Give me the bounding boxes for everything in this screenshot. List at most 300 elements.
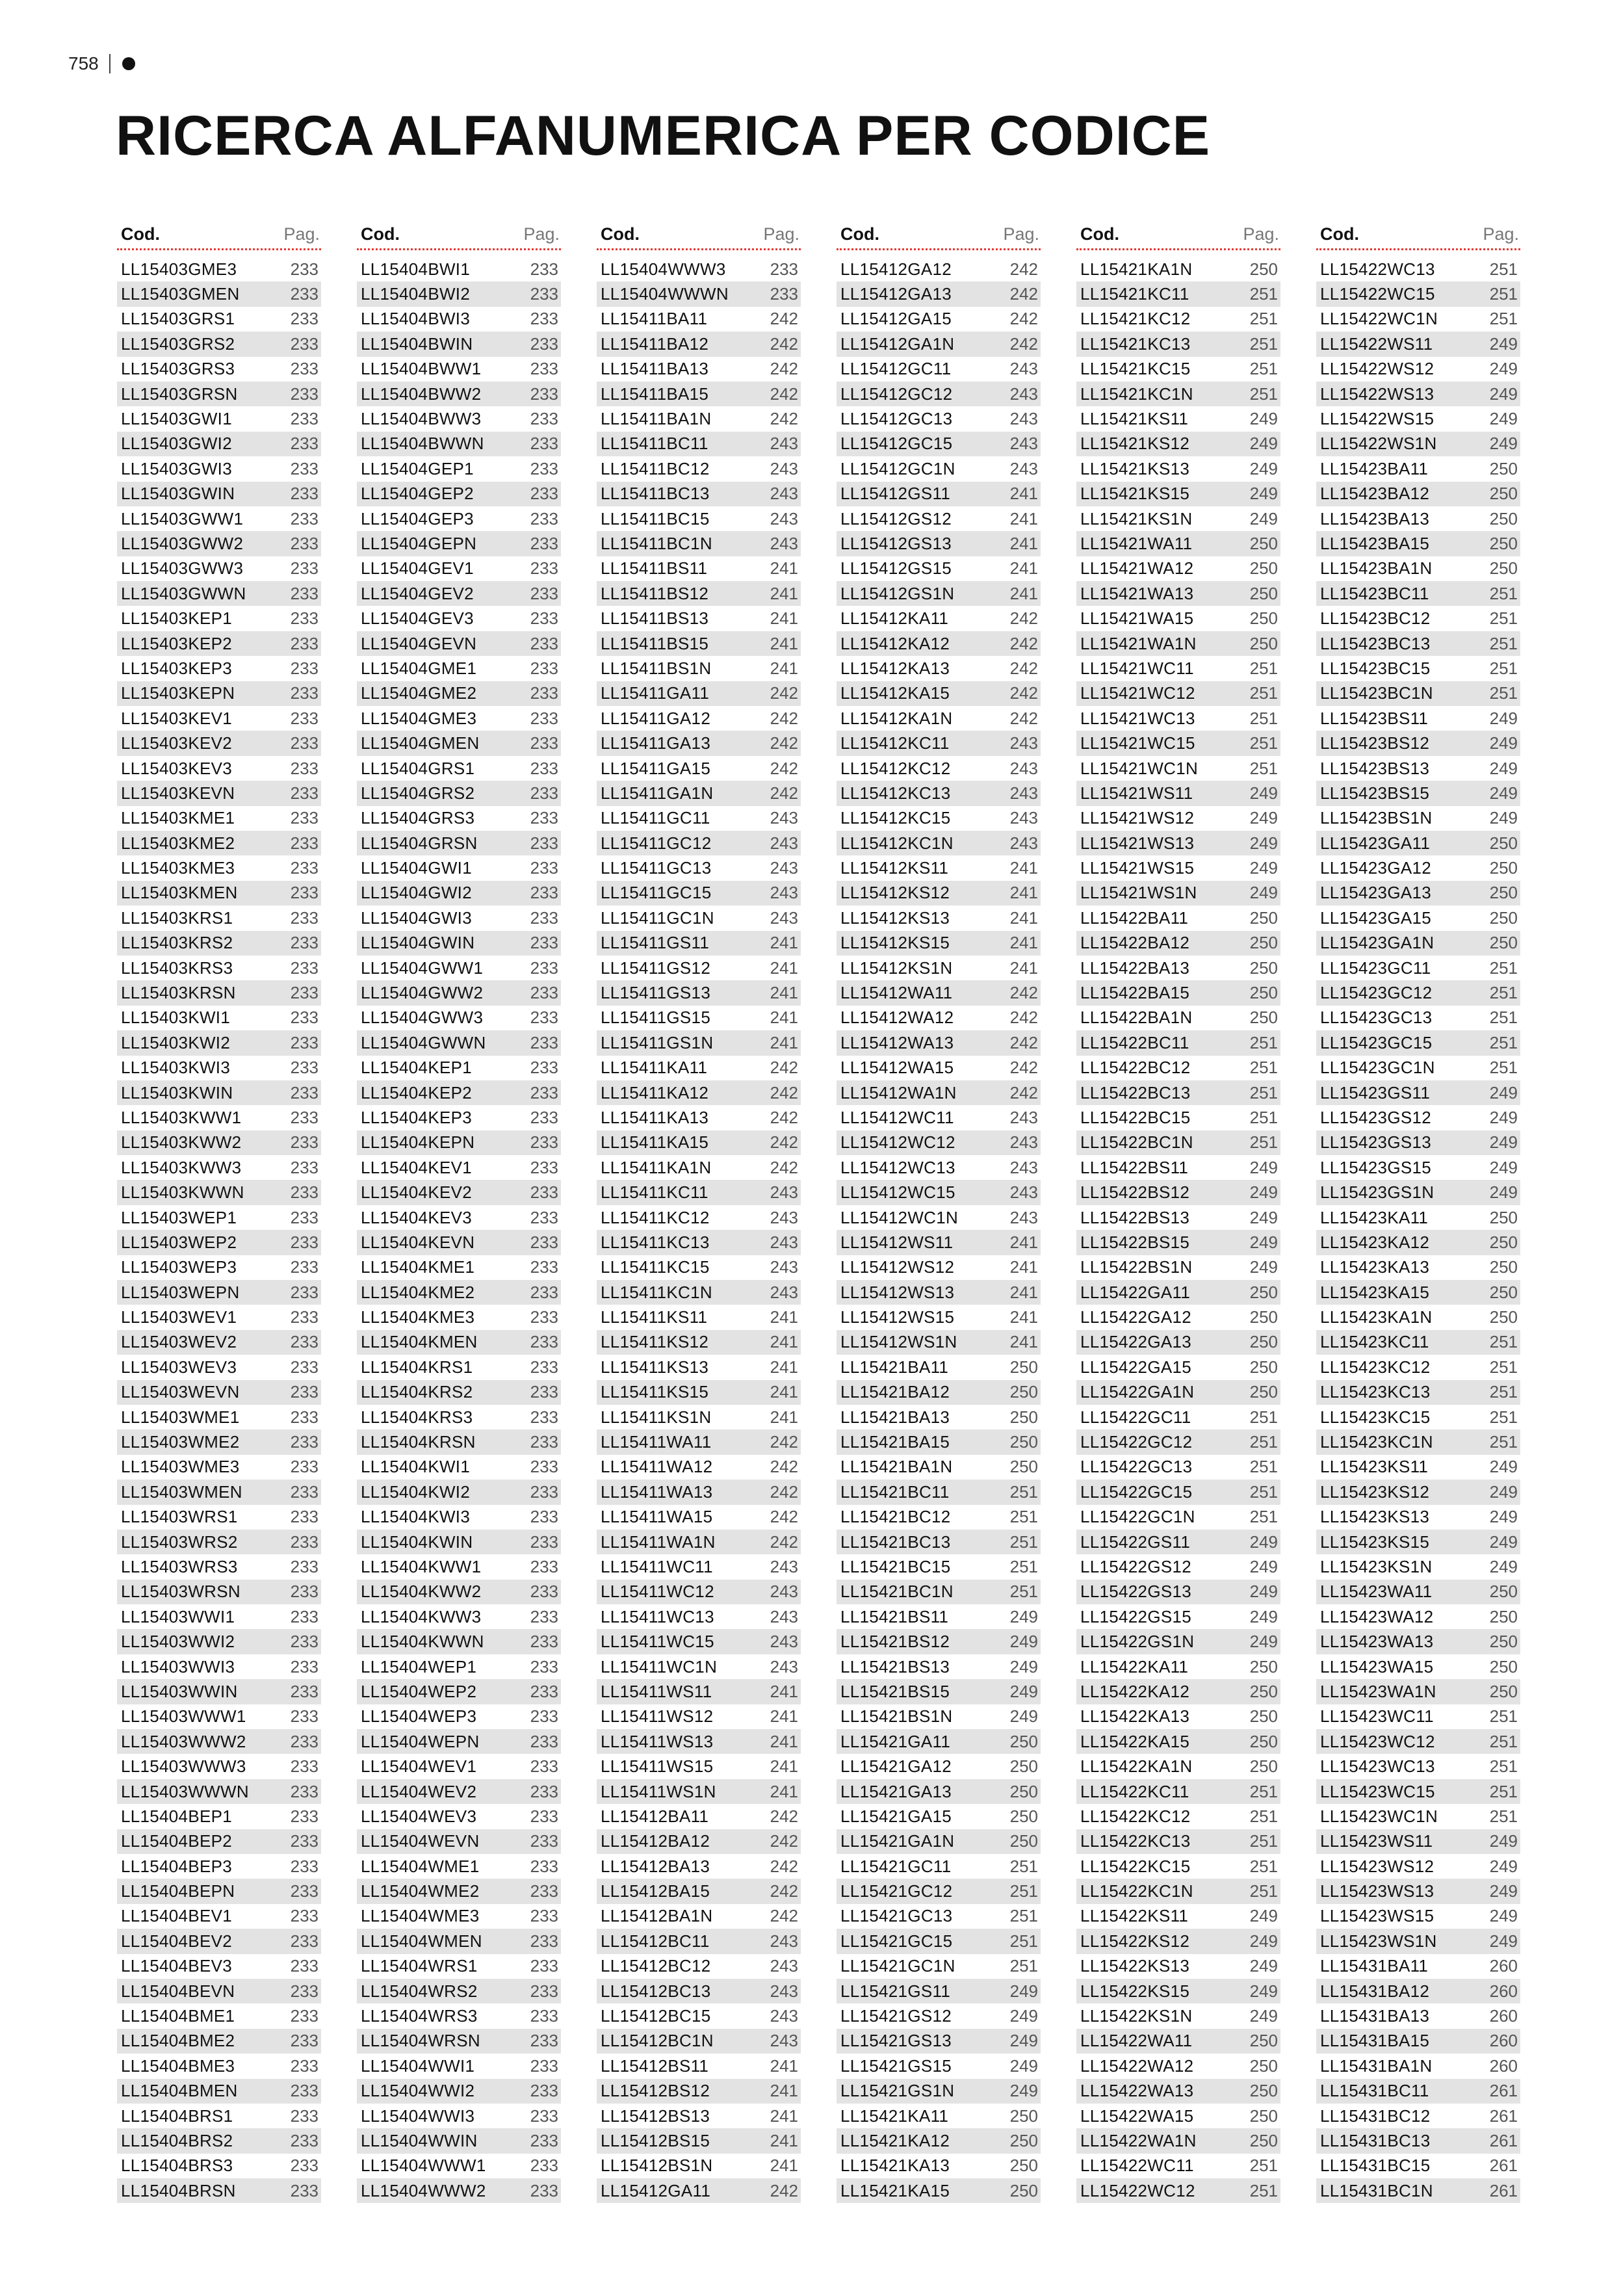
table-row (837, 1629, 1041, 1654)
table-row (1076, 1580, 1280, 1604)
table-row (357, 456, 561, 481)
product-code: LL15403KWIN (121, 1082, 233, 1102)
product-code: LL15422KS12 (1080, 1931, 1190, 1951)
page-reference: 249 (1489, 1931, 1518, 1951)
product-code: LL15412KS13 (840, 907, 950, 928)
page-reference: 241 (770, 2106, 798, 2126)
page-reference: 233 (530, 933, 558, 953)
table-row (1316, 881, 1520, 906)
table-row (597, 1429, 801, 1454)
page-reference: 242 (770, 708, 798, 728)
product-code: LL15422BA12 (1080, 933, 1190, 953)
table-row (357, 1230, 561, 1255)
page-reference: 233 (530, 2006, 558, 2026)
page-reference: 241 (770, 583, 798, 603)
product-code: LL15412GS12 (840, 508, 952, 528)
page-reference: 241 (770, 633, 798, 653)
product-code: LL15422GA13 (1080, 1332, 1192, 1352)
page-reference: 250 (1009, 1457, 1038, 1477)
product-code: LL15423BC12 (1320, 608, 1431, 629)
product-code: LL15404KWWN (361, 1632, 484, 1652)
product-code: LL15412GA11 (601, 2180, 711, 2200)
product-code: LL15411KC11 (601, 1182, 708, 1203)
page-reference: 251 (1249, 1132, 1278, 1153)
page-reference: 251 (1489, 983, 1518, 1003)
product-code: LL15403KEP1 (121, 608, 233, 629)
product-code: LL15404WEP3 (361, 1706, 477, 1727)
bullet-dot-icon (122, 57, 135, 70)
table-row (597, 1155, 801, 1180)
product-code: LL15423KA11 (1320, 1207, 1429, 1227)
table-row (1076, 631, 1280, 656)
product-code: LL15412GC12 (840, 384, 953, 404)
product-code: LL15431BA15 (1320, 2031, 1430, 2051)
table-row (357, 681, 561, 706)
product-code: LL15412WS1N (840, 1332, 957, 1352)
page-reference: 242 (770, 1881, 798, 1901)
product-code: LL15423BA15 (1320, 533, 1430, 553)
page-reference: 249 (1249, 1232, 1278, 1252)
page-reference: 233 (290, 508, 318, 528)
table-row (117, 482, 321, 506)
page-reference: 249 (1489, 733, 1518, 753)
product-code: LL15422GA12 (1080, 1307, 1192, 1327)
product-code: LL15411GC1N (601, 907, 714, 928)
page-reference: 233 (290, 608, 318, 629)
table-row (837, 531, 1041, 556)
page-reference: 242 (770, 333, 798, 354)
table-row (837, 1305, 1041, 1329)
page-reference: 250 (1249, 2106, 1278, 2126)
page-reference: 242 (770, 1157, 798, 1177)
page-reference: 243 (1009, 359, 1038, 379)
product-code: LL15423GS12 (1320, 1107, 1432, 1127)
table-row (837, 1530, 1041, 1554)
table-row (357, 1355, 561, 1379)
page-reference: 250 (1249, 1282, 1278, 1302)
table-row (1076, 1030, 1280, 1055)
page-reference: 243 (770, 883, 798, 903)
product-code: LL15403WEV2 (121, 1332, 237, 1352)
table-row (1316, 432, 1520, 456)
product-code: LL15404GME2 (361, 683, 477, 703)
product-code: LL15411WA12 (601, 1457, 713, 1477)
index-column (357, 224, 561, 2203)
table-row (1076, 482, 1280, 506)
product-code: LL15411BA1N (601, 409, 712, 429)
page-reference: 251 (1489, 633, 1518, 653)
page-reference: 233 (290, 1082, 318, 1102)
product-code: LL15404KWW1 (361, 1557, 482, 1576)
table-row (1076, 1929, 1280, 1953)
product-code: LL15403GMEN (121, 284, 240, 304)
table-row (597, 2003, 801, 2028)
table-row (1316, 2128, 1520, 2153)
page-reference: 233 (290, 2006, 318, 2026)
table-row (597, 1330, 801, 1355)
table-row (117, 1405, 321, 1429)
table-row (357, 1280, 561, 1305)
page-reference: 242 (1009, 333, 1038, 354)
page-reference: 241 (1009, 1282, 1038, 1302)
page-reference: 242 (770, 1806, 798, 1826)
product-code: LL15411GS12 (601, 958, 711, 978)
table-row (357, 1105, 561, 1130)
table-row (1316, 1604, 1520, 1629)
page-reference: 250 (1249, 2055, 1278, 2076)
page-reference: 250 (1009, 2130, 1038, 2150)
product-code: LL15411BC15 (601, 508, 710, 528)
product-code: LL15403WWI2 (121, 1632, 235, 1652)
product-code: LL15411WS1N (601, 1781, 716, 1801)
product-code: LL15403GWWN (121, 583, 246, 603)
page-reference: 233 (290, 783, 318, 803)
page-reference: 250 (1249, 1756, 1278, 1777)
page-reference: 233 (290, 1831, 318, 1851)
product-code: LL15412BS1N (601, 2156, 713, 2176)
code-column-header: Cod. (121, 224, 160, 244)
product-code: LL15422WA11 (1080, 2031, 1193, 2051)
page-reference: 241 (770, 2130, 798, 2150)
product-code: LL15431BA11 (1320, 1956, 1429, 1976)
table-row (117, 931, 321, 956)
page-reference: 242 (1009, 1058, 1038, 1078)
table-row (1316, 1205, 1520, 1230)
index-column (1076, 224, 1280, 2203)
product-code: LL15423WS13 (1320, 1881, 1435, 1901)
table-row (117, 556, 321, 581)
product-code: LL15404KWI3 (361, 1507, 471, 1527)
page-reference: 242 (770, 309, 798, 329)
page-reference: 233 (530, 508, 558, 528)
table-row (117, 1130, 321, 1155)
page-reference: 233 (290, 1232, 318, 1252)
product-code: LL15404WWIN (361, 2130, 478, 2150)
page-reference: 233 (530, 1906, 558, 1926)
product-code: LL15404GWI1 (361, 858, 472, 878)
page-reference: 233 (530, 2180, 558, 2200)
page-reference: 243 (1009, 783, 1038, 803)
page-reference: 241 (770, 1706, 798, 1727)
product-code: LL15422WC12 (1080, 2180, 1195, 2200)
product-code: LL15412WA11 (840, 983, 953, 1003)
page-reference: 242 (770, 1532, 798, 1552)
page-reference: 250 (1489, 1681, 1518, 1701)
product-code: LL15422GS13 (1080, 1582, 1192, 1602)
table-row (1316, 456, 1520, 481)
product-code: LL15421GC12 (840, 1881, 953, 1901)
product-code: LL15412KC12 (840, 758, 951, 778)
table-row (117, 881, 321, 906)
product-code: LL15411KA1N (601, 1157, 712, 1177)
page-reference: 251 (1009, 1856, 1038, 1876)
table-row (597, 1754, 801, 1779)
page-reference: 233 (530, 1332, 558, 1352)
product-code: LL15431BA13 (1320, 2006, 1430, 2026)
product-code: LL15404KEV1 (361, 1157, 473, 1177)
page-reference: 243 (1009, 1107, 1038, 1127)
product-code: LL15403KEV2 (121, 733, 233, 753)
product-code: LL15403KEVN (121, 783, 235, 803)
product-code: LL15404BWW1 (361, 359, 482, 379)
product-code: LL15421WC15 (1080, 733, 1195, 753)
product-code: LL15411GA12 (601, 708, 711, 728)
page-reference: 243 (770, 858, 798, 878)
table-row (597, 556, 801, 581)
table-row (1076, 806, 1280, 831)
page-reference: 250 (1249, 1656, 1278, 1676)
product-code: LL15412GS15 (840, 558, 952, 579)
page-reference: 251 (1489, 1407, 1518, 1427)
table-row (597, 1679, 801, 1704)
product-code: LL15422BA11 (1080, 907, 1189, 928)
table-row (1076, 881, 1280, 906)
product-code: LL15404GEP3 (361, 508, 474, 528)
table-row (837, 1704, 1041, 1729)
product-code: LL15411GA13 (601, 733, 711, 753)
table-row (837, 631, 1041, 656)
product-code: LL15412WS13 (840, 1282, 955, 1302)
table-row (357, 2054, 561, 2078)
product-code: LL15421KC13 (1080, 333, 1191, 354)
page-reference: 233 (290, 1257, 318, 1277)
table-row (1076, 556, 1280, 581)
table-row (597, 307, 801, 332)
product-code: LL15403KEP2 (121, 633, 233, 653)
page-reference: 251 (1249, 333, 1278, 354)
table-row (357, 1505, 561, 1530)
page-reference: 233 (530, 1981, 558, 2001)
table-row (357, 432, 561, 456)
product-code: LL15404KME3 (361, 1307, 475, 1327)
product-code: LL15404KWI1 (361, 1457, 471, 1477)
page-reference: 243 (770, 434, 798, 454)
product-code: LL15423KS1N (1320, 1557, 1433, 1576)
product-code: LL15403WEP2 (121, 1232, 237, 1252)
table-row (1076, 1779, 1280, 1804)
page-reference: 249 (1489, 783, 1518, 803)
column-header (357, 224, 561, 250)
page-reference: 233 (290, 1382, 318, 1402)
page-reference: 243 (1009, 1207, 1038, 1227)
table-row (117, 781, 321, 805)
table-row (357, 357, 561, 382)
page-reference: 242 (770, 1507, 798, 1527)
product-code: LL15404WRSN (361, 2031, 480, 2051)
table-row (357, 731, 561, 755)
product-code: LL15404BEP3 (121, 1856, 233, 1876)
product-code: LL15403GRSN (121, 384, 238, 404)
product-code: LL15404WEV1 (361, 1756, 477, 1777)
page-reference: 233 (530, 1656, 558, 1676)
table-row (597, 432, 801, 456)
product-code: LL15411WA1N (601, 1532, 716, 1552)
table-row (1076, 855, 1280, 880)
table-row (357, 1405, 561, 1429)
table-row (837, 1904, 1041, 1929)
page-reference: 233 (290, 1756, 318, 1777)
table-row (117, 1455, 321, 1480)
column-header (117, 224, 321, 250)
table-row (1316, 1330, 1520, 1355)
product-code: LL15422GC1N (1080, 1507, 1195, 1527)
page-reference: 249 (1489, 384, 1518, 404)
product-code: LL15423WC1N (1320, 1806, 1438, 1826)
page-reference: 233 (530, 1756, 558, 1777)
table-row (597, 1929, 801, 1953)
page-reference: 249 (1249, 783, 1278, 803)
product-code: LL15423BS15 (1320, 783, 1430, 803)
product-code: LL15423WA11 (1320, 1582, 1433, 1602)
page-reference: 251 (1489, 259, 1518, 279)
table-row (117, 1929, 321, 1953)
product-code: LL15412WS12 (840, 1257, 955, 1277)
product-code: LL15404BRS3 (121, 2156, 233, 2176)
table-row (1316, 482, 1520, 506)
product-code: LL15404KEVN (361, 1232, 475, 1252)
page-reference: 242 (770, 1831, 798, 1851)
table-row (597, 1580, 801, 1604)
table-row (117, 307, 321, 332)
page-reference: 233 (530, 1731, 558, 1751)
product-code: LL15411GA11 (601, 683, 710, 703)
table-row (357, 382, 561, 406)
page-reference: 243 (770, 1656, 798, 1676)
page-reference: 249 (1489, 1831, 1518, 1851)
page-reference: 233 (530, 858, 558, 878)
page-reference: 242 (770, 1432, 798, 1452)
table-row (597, 980, 801, 1005)
table-row (1316, 2029, 1520, 2054)
page-reference: 233 (530, 1157, 558, 1177)
page-reference: 249 (1249, 1257, 1278, 1277)
table-row (1076, 956, 1280, 980)
product-code: LL15422KA13 (1080, 1706, 1190, 1727)
page-reference: 249 (1249, 434, 1278, 454)
product-code: LL15423KS13 (1320, 1507, 1430, 1527)
table-row (1076, 1205, 1280, 1230)
table-row (1076, 756, 1280, 781)
page-reference: 242 (1009, 1008, 1038, 1028)
product-code: LL15403KRS1 (121, 907, 233, 928)
product-code: LL15411WS13 (601, 1731, 714, 1751)
product-code: LL15422KA12 (1080, 1681, 1190, 1701)
page-reference: 233 (290, 1731, 318, 1751)
product-code: LL15422BS15 (1080, 1232, 1190, 1252)
product-code: LL15423BS13 (1320, 758, 1430, 778)
table-row (1316, 631, 1520, 656)
table-row (357, 1330, 561, 1355)
product-code: LL15412WA15 (840, 1058, 954, 1078)
table-row (837, 1255, 1041, 1280)
product-code: LL15423GS1N (1320, 1182, 1435, 1203)
page-reference: 233 (290, 1706, 318, 1727)
table-row (837, 831, 1041, 855)
product-code: LL15412GA1N (840, 333, 955, 354)
page-reference: 250 (1489, 558, 1518, 579)
table-row (597, 2029, 801, 2054)
page-reference: 241 (1009, 558, 1038, 579)
table-row (1076, 1904, 1280, 1929)
table-row (117, 1205, 321, 1230)
page-reference: 250 (1489, 1307, 1518, 1327)
page-reference: 250 (1489, 484, 1518, 504)
page-reference: 250 (1489, 1606, 1518, 1626)
page-reference: 233 (530, 2106, 558, 2126)
page-reference: 250 (1009, 1806, 1038, 1826)
product-code: LL15404GWI3 (361, 907, 472, 928)
product-code: LL15423KS11 (1320, 1457, 1429, 1477)
product-code: LL15423GC13 (1320, 1008, 1433, 1028)
table-row (837, 806, 1041, 831)
table-row (117, 2029, 321, 2054)
table-row (1316, 1754, 1520, 1779)
table-row (1076, 931, 1280, 956)
table-row (837, 307, 1041, 332)
page-reference: 233 (530, 833, 558, 853)
product-code: LL15421KA12 (840, 2130, 950, 2150)
page-reference: 250 (1489, 1656, 1518, 1676)
product-code: LL15403GWIN (121, 484, 235, 504)
product-code: LL15412KS12 (840, 883, 950, 903)
product-code: LL15422WA15 (1080, 2106, 1194, 2126)
page-reference: 249 (1489, 808, 1518, 828)
table-row (597, 1006, 801, 1030)
page-reference: 233 (530, 783, 558, 803)
page-reference: 233 (290, 558, 318, 579)
table-row (837, 1480, 1041, 1504)
table-row (597, 1180, 801, 1205)
page-reference: 250 (1249, 907, 1278, 928)
page-reference: 241 (770, 1032, 798, 1052)
page-reference: 249 (1249, 1981, 1278, 2001)
table-row (357, 1879, 561, 1903)
page-reference: 233 (530, 658, 558, 678)
page-reference: 242 (1009, 683, 1038, 703)
table-row (1076, 1954, 1280, 1979)
table-row (357, 1704, 561, 1729)
page-reference: 233 (290, 2055, 318, 2076)
table-row (837, 357, 1041, 382)
table-row (837, 1654, 1041, 1679)
table-row (1076, 1330, 1280, 1355)
page-reference: 233 (290, 1407, 318, 1427)
page-reference: 249 (1009, 2081, 1038, 2101)
product-code: LL15421GC1N (840, 1956, 955, 1976)
product-code: LL15411KC13 (601, 1232, 710, 1252)
table-row (597, 357, 801, 382)
table-row (117, 956, 321, 980)
table-row (357, 506, 561, 531)
page-reference: 249 (1489, 1881, 1518, 1901)
page-reference: 251 (1249, 1481, 1278, 1502)
page-reference: 241 (770, 1731, 798, 1751)
product-code: LL15411KS15 (601, 1382, 709, 1402)
table-row (357, 2154, 561, 2178)
product-code: LL15404KRSN (361, 1432, 476, 1452)
product-code: LL15423GA1N (1320, 933, 1435, 953)
page-column-header: Pag. (1003, 224, 1039, 244)
page-reference: 243 (770, 458, 798, 478)
product-code: LL15421KA13 (840, 2156, 950, 2176)
page-reference: 251 (1009, 1881, 1038, 1901)
table-row (1076, 2128, 1280, 2153)
table-row (1316, 1380, 1520, 1405)
product-code: LL15404KRS3 (361, 1407, 473, 1427)
page-reference: 233 (290, 333, 318, 354)
table-row (117, 1954, 321, 1979)
product-code: LL15423GA12 (1320, 858, 1432, 878)
